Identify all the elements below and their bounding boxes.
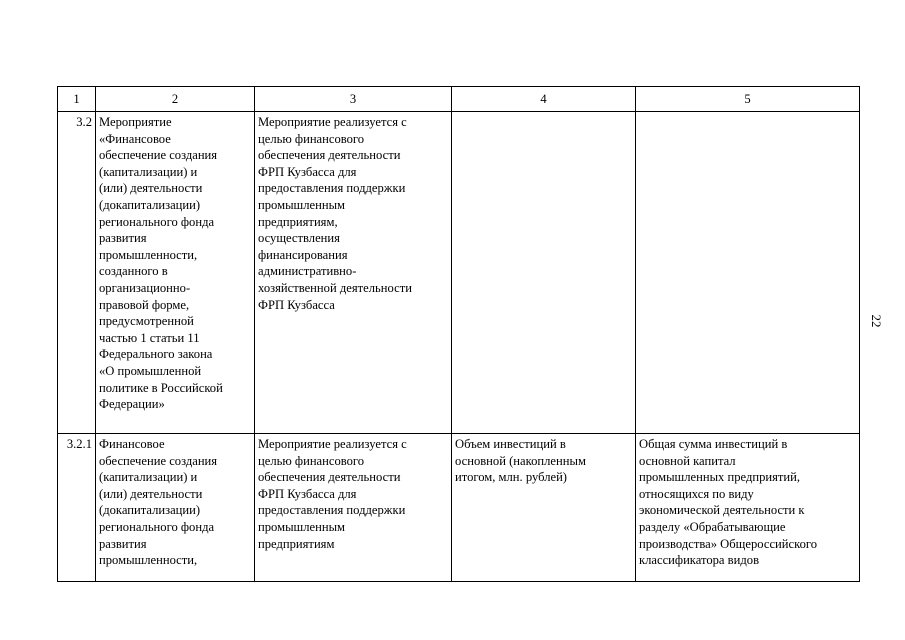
table-header-row: [58, 87, 860, 112]
indicator-cell: Объем инвестиций в основной (накопленным итогом, млн. рублей): [452, 434, 636, 582]
indicator-description-cell: Общая сумма инвестиций в основной капитал промышленных предприятий, относящихся по виду экономической деятельности к разделу «Обрабатывающие производства» Общероссийского классификатора видов: [636, 434, 860, 582]
measure-name-cell: Финансовое обеспечение создания (капитализации) и (или) деятельности (докапитализации) регионального фонда развития промышленности,: [96, 434, 255, 582]
column-header-1: 1: [58, 87, 96, 112]
column-header-2: 2: [96, 87, 255, 112]
page-number: 22: [869, 314, 884, 328]
measure-description-cell: Мероприятие реализуется с целью финансового обеспечения деятельности ФРП Кузбасса для предоставления поддержки промышленным предприятиям, осуществления финансирования административно- хозяйственной деятельности ФРП Кузбасса: [255, 112, 452, 434]
measures-table: [57, 86, 860, 582]
column-header-4: 4: [452, 87, 636, 112]
indicator-cell: [452, 112, 636, 434]
measure-description-cell: Мероприятие реализуется с целью финансового обеспечения деятельности ФРП Кузбасса для предоставления поддержки промышленным предприятиям: [255, 434, 452, 582]
column-header-5: 5: [636, 87, 860, 112]
table-row: [58, 434, 860, 582]
table-row: [58, 112, 860, 434]
indicator-description-cell: [636, 112, 860, 434]
row-number: 3.2.1: [58, 434, 96, 582]
row-number: 3.2: [58, 112, 96, 434]
column-header-3: 3: [255, 87, 452, 112]
measure-name-cell: Мероприятие «Финансовое обеспечение создания (капитализации) и (или) деятельности (докапитализации) регионального фонда развития промышленности, созданного в организационно- правовой форме, предусмотренной частью 1 статьи 11 Федерального закона «О промышленной политике в Российской Федерации»: [96, 112, 255, 434]
